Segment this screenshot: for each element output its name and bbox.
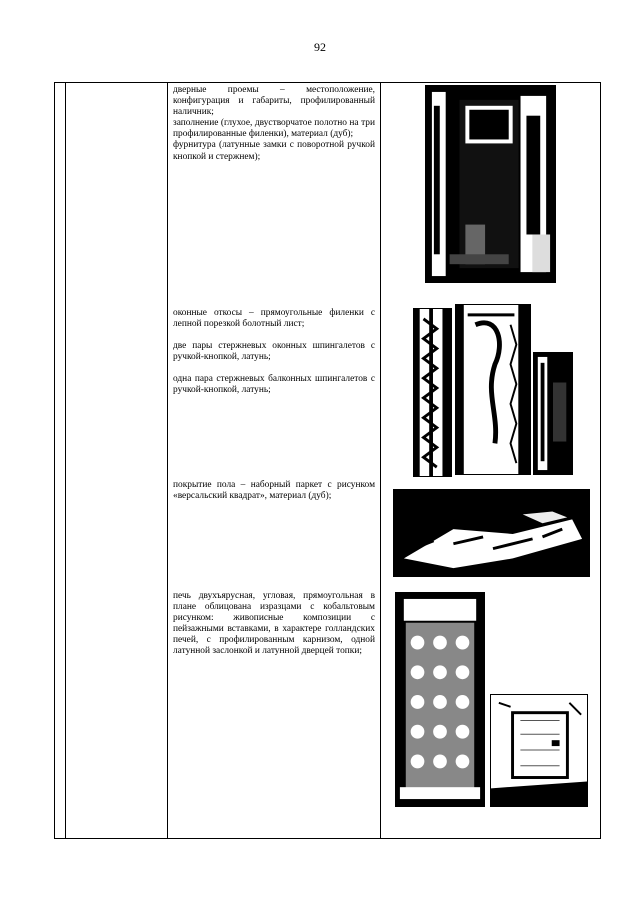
table-column-divider <box>65 83 66 838</box>
monument-description-table <box>54 82 601 839</box>
balcony-latches-text: одна пара стержневых балконных шпингалетов с ручкой-кнопкой, латунь; <box>173 374 375 396</box>
window-reveal-photo-1 <box>413 308 452 477</box>
stove-door-photo <box>490 694 588 807</box>
window-description <box>173 308 375 397</box>
window-reveal-photo-2 <box>455 304 531 475</box>
window-latches-text: две пары стержневых оконных шпингалетов с ручкой-кнопкой, латунь; <box>173 341 375 363</box>
floor-description <box>173 480 375 502</box>
door-openings-text: дверные проемы – местоположение, конфигурация и габариты, профилированный наличник; <box>173 85 375 118</box>
stove-description <box>173 591 375 658</box>
table-column-divider <box>167 83 168 838</box>
page-number: 92 <box>314 40 326 54</box>
balcony-latch-photo <box>533 352 573 475</box>
table-column-divider <box>380 83 381 838</box>
stove-photo <box>395 592 485 807</box>
door-photo <box>425 85 556 283</box>
parquet-text: покрытие пола – наборный паркет с рисунком «версальский квадрат», материал (дуб); <box>173 480 375 502</box>
door-filling-text: заполнение (глухое, двустворчатое полотно на три профилированные филенки), материал (дуб); <box>173 118 375 140</box>
door-hardware-text: фурнитура (латунные замки с поворотной ручкой кнопкой и стержнем); <box>173 140 375 162</box>
window-reveals-text: оконные откосы – прямоугольные филенки с лепной порезкой болотный лист; <box>173 308 375 330</box>
stove-text: печь двухъярусная, угловая, прямоугольная в плане облицована изразцами с кобальтовым рисунком: живописные композиции с пейзажными вставками, в характере голландских печей, с профилированным карнизом, одной латунной заслонкой и латунной дверцей топки; <box>173 591 375 657</box>
door-description <box>173 85 375 163</box>
parquet-floor-photo <box>393 489 590 577</box>
